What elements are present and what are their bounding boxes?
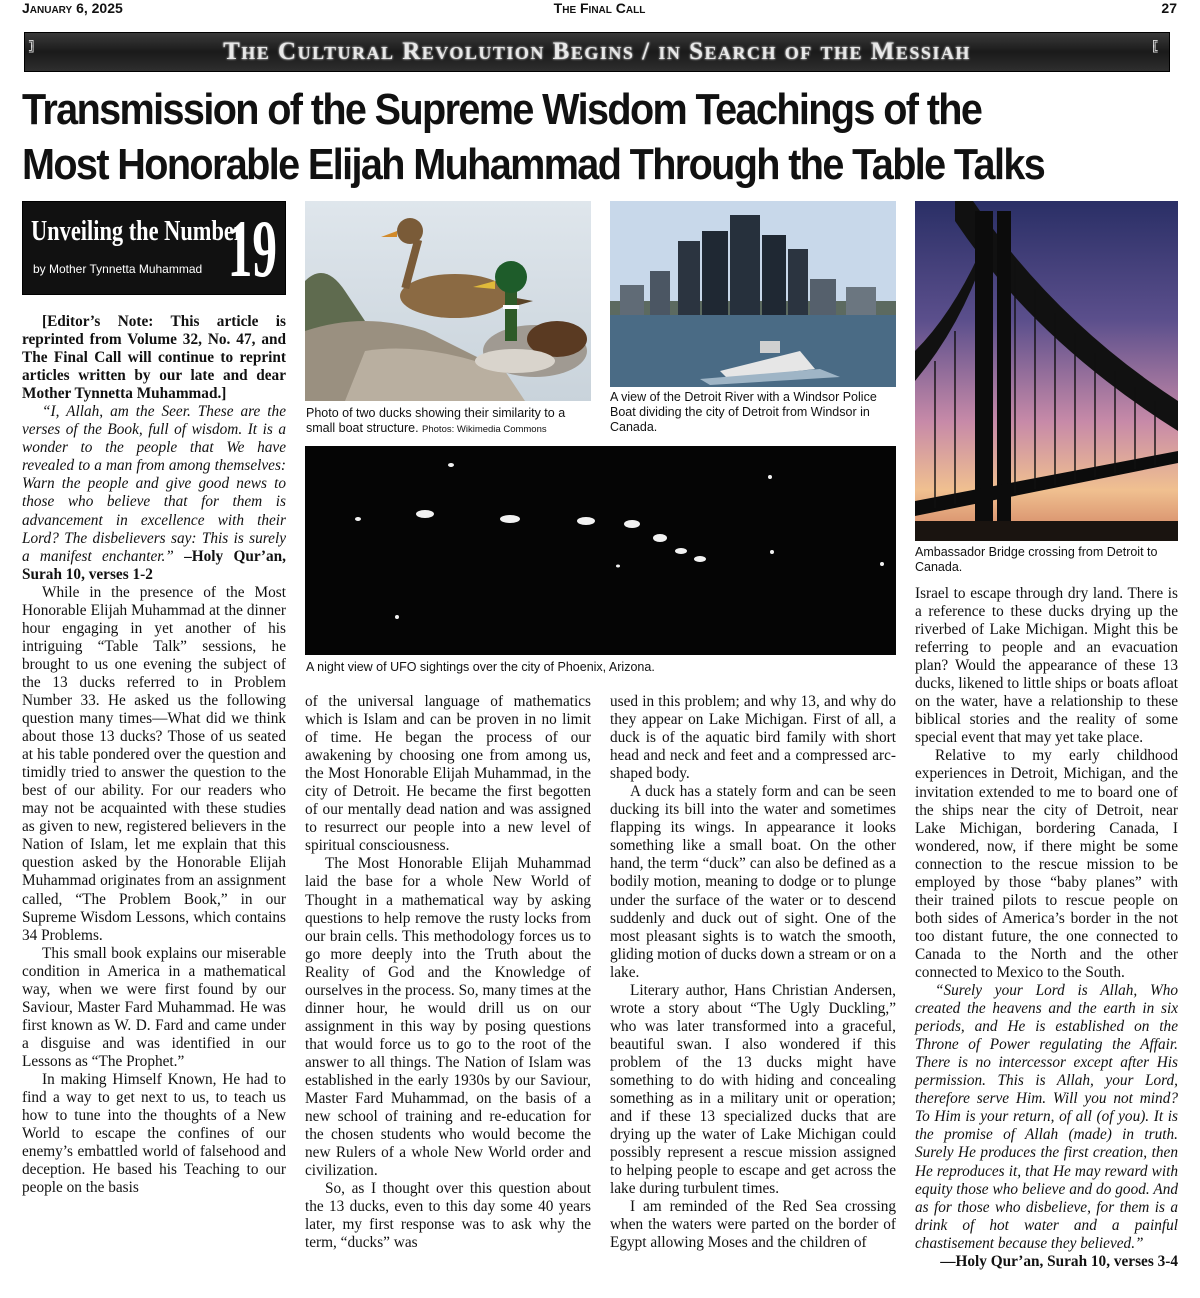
banner-title: The Cultural Revolution Begins / in Search of the Messiah	[223, 38, 971, 65]
paragraph: While in the presence of the Most Honorable Elijah Muhammad at the dinner hour engaging in yet another of his intriguing “Table Talk” sessions, he brought to us one evening the subject of the 13 ducks referred to in Problem Number 33. He asked us the following question many times—What did we think about those 13 ducks? Those of us seated at his table pondered over the question and timidly tried to answer the question to the best of our ability. For our readers who may not be acquainted with these studies as given to new, registered believers in the Nation of Islam, let me explain that this question asked by the Honorable Elijah Muhammad originates from an assignment called, “The Problem Book,” in our Supreme Wisdom Lessons, which contains 34 Problems.	[22, 583, 286, 944]
headline-line-2: Most Honorable Elijah Muhammad Through the Table Talks	[22, 140, 1045, 189]
publication-name: The Final Call	[553, 0, 646, 16]
ornament-icon: ╔ ╚	[1151, 35, 1158, 58]
paragraph: In making Himself Known, He had to find a way to get next to us, to teach us how to tune into the thoughts of a New World to escape the confines of our enemy’s embattled world of falsehood and deception. He based his Teaching to our people on the basis	[22, 1070, 286, 1197]
detroit-caption: A view of the Detroit River with a Windsor Police Boat dividing the city of Detroit from Windsor in Canada.	[610, 390, 877, 434]
mallard-ducks-photo	[305, 201, 591, 401]
paragraph: A duck has a stately form and can be seen ducking its bill into the water and sometimes flapping its wings. In appearance it looks something like a small boat. On the other hand, the term “duck” can also be defined as a bodily motion, meaning to dodge or to plunge under the surface of the water or to descend suddenly and duck out of sight. One of the most pleasant sights is to watch the smooth, gliding motion of ducks down a stream or on a lake.	[610, 783, 896, 981]
headline-line-1: Transmission of the Supreme Wisdom Teachings of the	[22, 85, 982, 134]
paragraph: Relative to my early childhood experiences in Detroit, Michigan, and the invitation extended to me to board one of the ships near the city of Detroit, near Lake Michigan, bordering Canada, I wondered, now, if there might be some connection to the rescue mission to be employed by those “baby planes” with their trained pilots to rescue people on both sides of America’s border in the not too distant future, the one connected to Canada to the North and the other connected to Mexico to the South.	[915, 747, 1178, 981]
page-header	[22, 0, 1177, 18]
opening-quote: “I, Allah, am the Seer. These are the verses of the Book, full of wisdom. It is a wonder to the people that We have revealed to a man from among themselves: Warn the people and give good news to those who believe that for them is advancement in excellence with their Lord? The disbelievers say: This is surely a manifest enchanter.” –Holy Qur’an, Surah 10, verses 1-2	[22, 403, 286, 583]
closing-quote: “Surely your Lord is Allah, Who created the heavens and the earth in six periods, and He is established on the Throne of Power regulating the Affair. There is no intercessor except after His permission. This is Allah, your Lord, therefore serve Him. Will you not mind? To Him is your return, of all (of you). It is the promise of Allah (made) in truth. Surely He produces the first creation, then He reproduces it, that He may reward with equity those who believe and do good. And as for those who disbelieve, for them is a drink of hot water and a painful chastisement because they believed.”	[915, 982, 1178, 1252]
paragraph: Israel to escape through dry land. There is a reference to these ducks drying up the riverbed of Lake Michigan. Might this be referring to people and an evacuation plan? Would the appearance of these 13 ducks, likened to little ships or boats afloat on the water, have a relationship to these biblical stories and the reality of some special event that may yet take place.	[915, 585, 1178, 747]
photo-credit: Photos: Wikimedia Commons	[422, 424, 547, 435]
ufo-lights-photo	[305, 446, 896, 655]
paragraph: of the universal language of mathematics which is Islam and can be proven in no limit of time. He began the process of our awakening by choosing one from among us, the Most Honorable Elijah Muhammad, in the city of Detroit. He became the first begotten of our mentally dead nation and was assigned to resurrect our people into a new level of spiritual consciousness.	[305, 693, 591, 855]
ornament-icon: ╗ ╝	[29, 35, 36, 58]
article-headline	[22, 82, 1181, 192]
paragraph: So, as I thought over this question about the 13 ducks, even to this day some 40 years later, my first response was to ask why the term, “ducks” was	[305, 1180, 591, 1252]
article-column-2	[305, 693, 591, 1252]
column-logo-title: Unveiling the Number	[31, 216, 244, 247]
issue-date: January 6, 2025	[22, 0, 123, 16]
article-column-4	[915, 585, 1178, 1271]
detroit-skyline-photo	[610, 201, 896, 387]
paragraph: This small book explains our miserable condition in America in a mathematical way, when we were first found by our Saviour, Master Fard Muhammad. He was first known as W. D. Fard and came under a disguise and was identified in our Lessons as “The Prophet.”	[22, 944, 286, 1070]
article-column-3	[610, 693, 896, 1252]
paragraph: The Most Honorable Elijah Muhammad laid the base for a whole New World of Thought in a mathematical way by asking questions to help remove the rusty locks from our brain cells. This methodology forces us to go more deeply into the Truth about the Reality of God and the Knowledge of ourselves in the process. So, many times at the dinner hour, he would drill us on our assignment in this way by posing questions that would force us to go to the root of the answer to all things. The Nation of Islam was established in the early 1930s by our Saviour, Master Fard Muhammad, on the basis of a new school of training and re-education for the chosen students who would become the new Rulers of a whole New World order and civilization.	[305, 855, 591, 1180]
paragraph: Literary author, Hans Christian Andersen, wrote a story about “The Ugly Duckling,” who was later transformed into a graceful, beautiful swan. I also wondered if this problem of the 13 ducks might have something to do with hiding and concealing something as in a military unit or operation; and if these 13 specialized ducks that are drying up the water of Lake Michigan could possibly represent a rescue mission assigned to helping people to escape and get across the lake during turbulent times.	[610, 981, 896, 1198]
ducks-caption: Photo of two ducks showing their similarity to a small boat structure. Photos: Wikimedia Commons	[306, 406, 566, 435]
editors-note: [Editor’s Note: This article is reprinted from Volume 32, No. 47, and The Final Call will continue to reprint articles written by our late and dear Mother Tynnetta Muhammad.]	[22, 313, 286, 403]
paragraph: used in this problem; and why 13, and why do they appear on Lake Michigan. First of all, a duck is of the aquatic bird family with short head and neck and feet and a compressed arc-shaped body.	[610, 693, 896, 783]
closing-quote-source: —Holy Qur’an, Surah 10, verses 3-4	[940, 1252, 1178, 1270]
ambassador-bridge-photo	[915, 201, 1178, 541]
section-banner	[24, 32, 1170, 72]
paragraph: I am reminded of the Red Sea crossing when the waters were parted on the border of Egypt allowing Moses and the children of	[610, 1198, 896, 1252]
column-logo	[22, 201, 286, 295]
article-column-1	[22, 313, 286, 1197]
bridge-caption: Ambassador Bridge crossing from Detroit to Canada.	[915, 545, 1158, 574]
column-logo-number: 19	[227, 203, 277, 294]
page-number: 27	[1161, 0, 1177, 16]
ufo-caption: A night view of UFO sightings over the city of Phoenix, Arizona.	[306, 660, 655, 674]
column-logo-byline: by Mother Tynnetta Muhammad	[33, 262, 203, 276]
